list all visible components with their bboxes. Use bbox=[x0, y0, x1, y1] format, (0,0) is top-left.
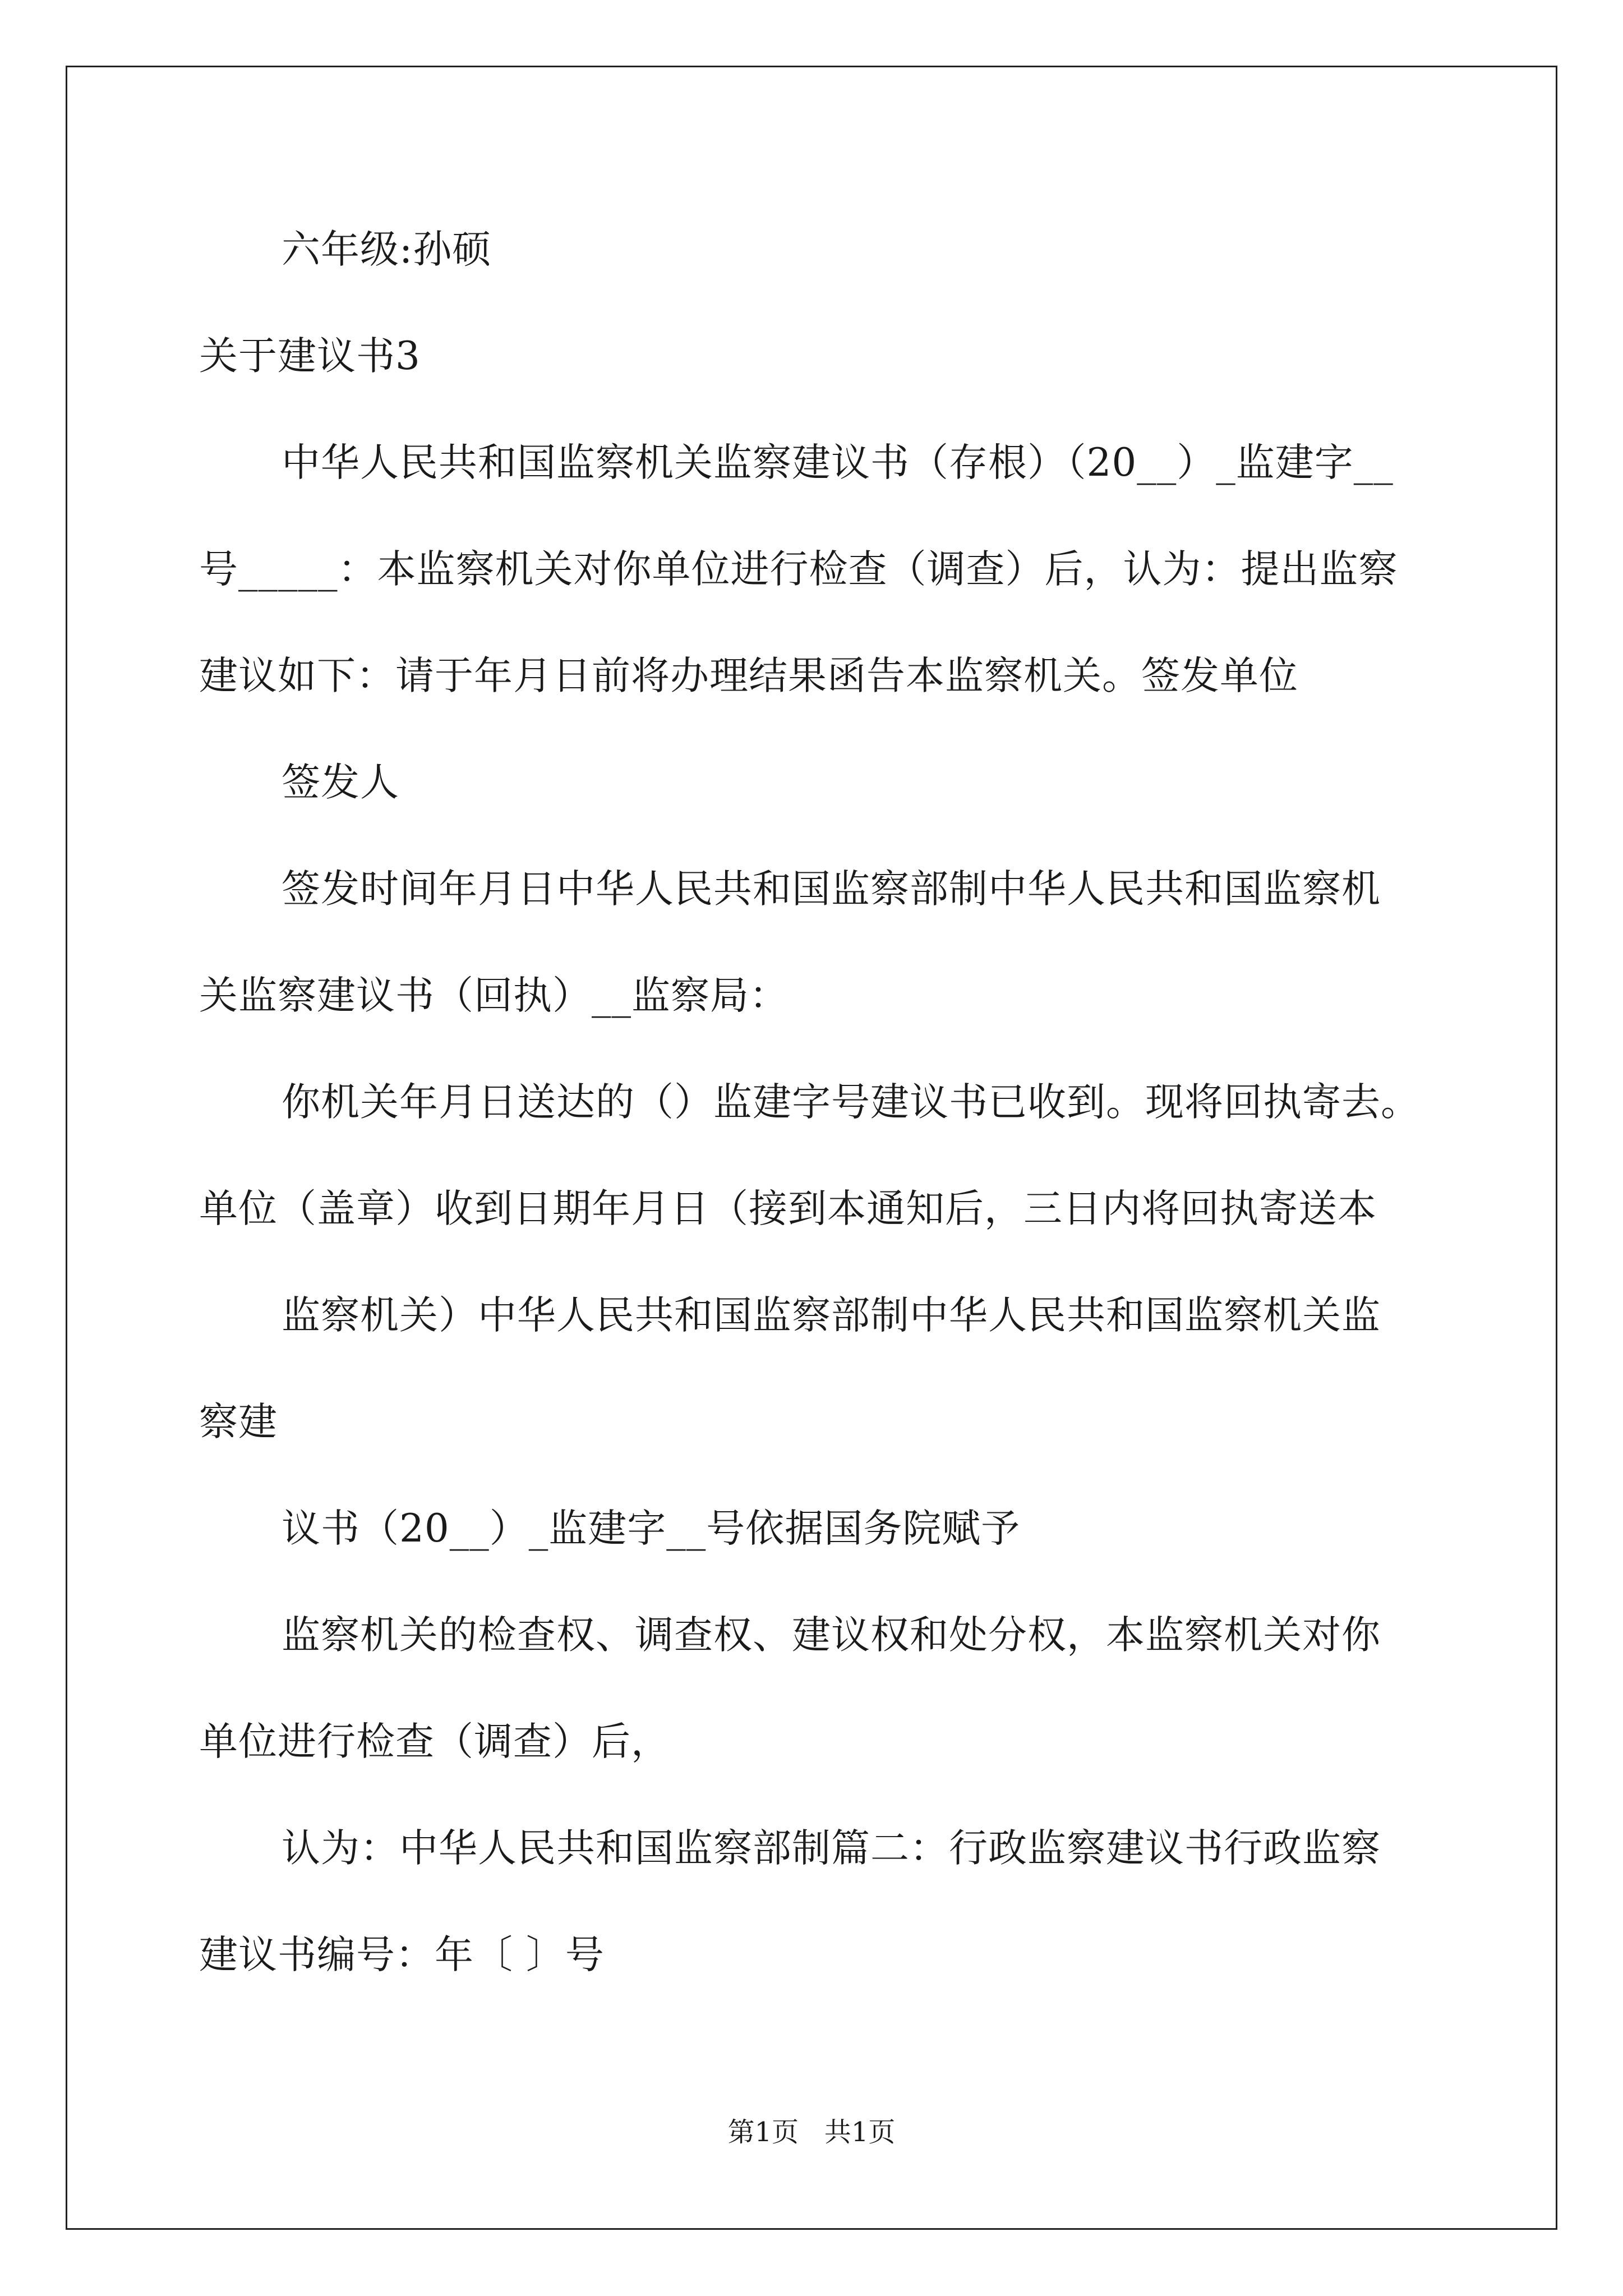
text-line-6: 签发人 bbox=[282, 760, 399, 805]
text-line-2: 关于建议书3 bbox=[199, 334, 421, 379]
text-line-17: 建议书编号：年〔 〕号 bbox=[199, 1932, 605, 1977]
text-line-16: 认为：中华人民共和国监察部制篇二：行政监察建议书行政监察 bbox=[282, 1826, 1381, 1871]
page-border bbox=[66, 66, 1557, 2230]
text-line-11: 监察机关）中华人民共和国监察部制中华人民共和国监察机关监 bbox=[282, 1293, 1381, 1338]
text-line-5: 建议如下：请于年月日前将办理结果函告本监察机关。签发单位 bbox=[199, 654, 1298, 698]
text-line-12: 察建 bbox=[199, 1400, 278, 1444]
text-line-10: 单位（盖章）收到日期年月日（接到本通知后，三日内将回执寄送本 bbox=[199, 1186, 1377, 1231]
text-line-15: 单位进行检查（调查）后， bbox=[199, 1719, 670, 1764]
text-line-13: 议书（20__）_监建字__号依据国务院赋予 bbox=[282, 1506, 1021, 1551]
text-line-3: 中华人民共和国监察机关监察建议书（存根）（20__）_监建字__ bbox=[282, 440, 1394, 485]
text-line-1: 六年级:孙硕 bbox=[282, 227, 492, 272]
text-line-14: 监察机关的检查权、调查权、建议权和处分权，本监察机关对你 bbox=[282, 1613, 1381, 1658]
text-line-7: 签发时间年月日中华人民共和国监察部制中华人民共和国监察机 bbox=[282, 867, 1381, 912]
text-line-4: 号_____：本监察机关对你单位进行检查（调查）后，认为：提出监察 bbox=[199, 547, 1398, 592]
text-line-8: 关监察建议书（回执）__监察局： bbox=[199, 973, 789, 1018]
page-footer: 第1页 共1页 bbox=[727, 2116, 896, 2148]
text-line-9: 你机关年月日送达的（）监建字号建议书已收到。现将回执寄去。 bbox=[282, 1080, 1420, 1125]
